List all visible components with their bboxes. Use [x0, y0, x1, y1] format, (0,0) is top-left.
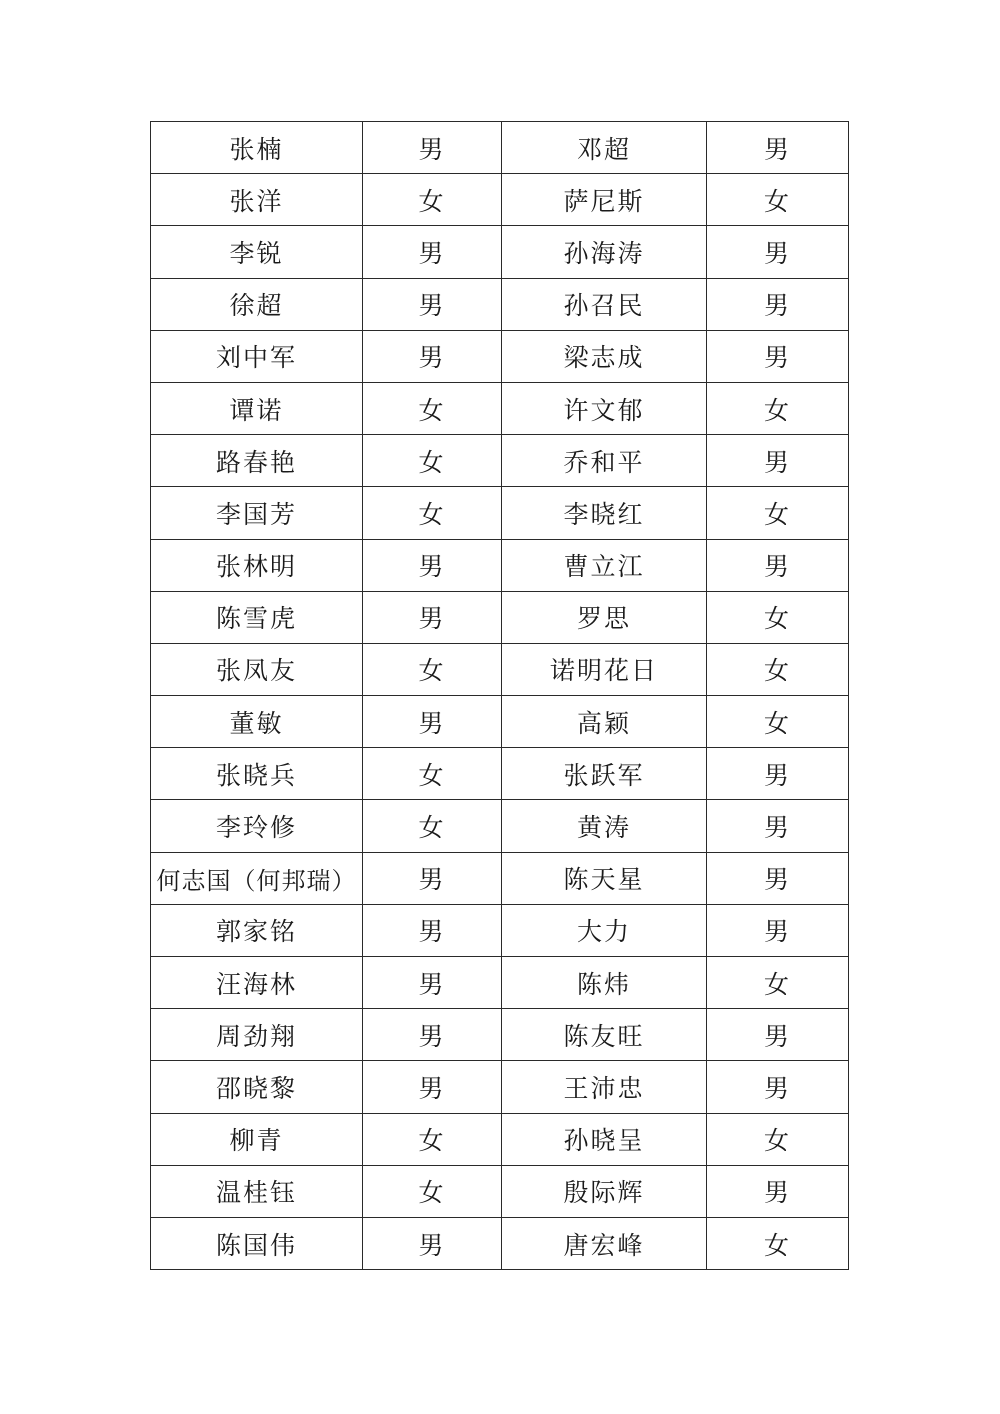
table-row — [151, 1165, 849, 1217]
name-left-cell: 陈国伟 — [151, 1217, 363, 1269]
gender-right-cell: 女 — [707, 696, 849, 748]
gender-left-cell: 女 — [363, 800, 502, 852]
gender-left-cell: 男 — [363, 1061, 502, 1113]
gender-left-cell: 女 — [363, 1165, 502, 1217]
name-right-cell: 萨尼斯 — [502, 174, 707, 226]
table-row — [151, 800, 849, 852]
gender-left-cell: 女 — [363, 1113, 502, 1165]
table-row — [151, 696, 849, 748]
name-left-cell: 周劲翔 — [151, 1009, 363, 1061]
name-left-cell: 张洋 — [151, 174, 363, 226]
name-right-cell: 李晓红 — [502, 487, 707, 539]
gender-right-cell: 男 — [707, 800, 849, 852]
table-row — [151, 1061, 849, 1113]
roster-table — [150, 121, 849, 1270]
name-left-cell: 张林明 — [151, 539, 363, 591]
name-left-cell: 李国芳 — [151, 487, 363, 539]
table-row — [151, 435, 849, 487]
name-right-cell: 梁志成 — [502, 330, 707, 382]
table-row — [151, 643, 849, 695]
name-right-cell: 殷际辉 — [502, 1165, 707, 1217]
gender-right-cell: 女 — [707, 643, 849, 695]
gender-right-cell: 男 — [707, 1009, 849, 1061]
table-row — [151, 1217, 849, 1269]
name-right-cell: 罗思 — [502, 591, 707, 643]
name-left-cell: 谭诺 — [151, 382, 363, 434]
name-right-cell: 乔和平 — [502, 435, 707, 487]
name-left-cell: 邵晓黎 — [151, 1061, 363, 1113]
gender-right-cell: 男 — [707, 435, 849, 487]
name-left-cell: 张楠 — [151, 122, 363, 174]
name-left-cell: 徐超 — [151, 278, 363, 330]
gender-right-cell: 男 — [707, 330, 849, 382]
name-right-cell: 高颖 — [502, 696, 707, 748]
gender-left-cell: 男 — [363, 330, 502, 382]
gender-left-cell: 女 — [363, 435, 502, 487]
gender-right-cell: 男 — [707, 1165, 849, 1217]
gender-right-cell: 女 — [707, 591, 849, 643]
name-left-cell: 何志国（何邦瑞） — [151, 852, 363, 904]
name-right-cell: 王沛忠 — [502, 1061, 707, 1113]
name-right-cell: 陈天星 — [502, 852, 707, 904]
name-left-cell: 温桂钰 — [151, 1165, 363, 1217]
gender-left-cell: 男 — [363, 852, 502, 904]
gender-left-cell: 女 — [363, 487, 502, 539]
name-left-cell: 柳青 — [151, 1113, 363, 1165]
gender-right-cell: 男 — [707, 1061, 849, 1113]
gender-right-cell: 男 — [707, 226, 849, 278]
gender-left-cell: 男 — [363, 696, 502, 748]
gender-left-cell: 男 — [363, 122, 502, 174]
gender-left-cell: 男 — [363, 957, 502, 1009]
gender-right-cell: 女 — [707, 174, 849, 226]
gender-right-cell: 女 — [707, 1113, 849, 1165]
gender-right-cell: 男 — [707, 904, 849, 956]
table-row — [151, 487, 849, 539]
name-right-cell: 陈友旺 — [502, 1009, 707, 1061]
name-right-cell: 唐宏峰 — [502, 1217, 707, 1269]
gender-left-cell: 男 — [363, 1217, 502, 1269]
name-right-cell: 大力 — [502, 904, 707, 956]
table-row — [151, 330, 849, 382]
name-right-cell: 孙海涛 — [502, 226, 707, 278]
table-row — [151, 226, 849, 278]
table-row — [151, 1009, 849, 1061]
gender-left-cell: 女 — [363, 174, 502, 226]
gender-left-cell: 男 — [363, 904, 502, 956]
name-right-cell: 许文郁 — [502, 382, 707, 434]
table-row — [151, 278, 849, 330]
table-row — [151, 591, 849, 643]
name-left-cell: 张晓兵 — [151, 748, 363, 800]
name-left-cell: 李玲修 — [151, 800, 363, 852]
name-right-cell: 诺明花日 — [502, 643, 707, 695]
name-left-cell: 路春艳 — [151, 435, 363, 487]
table-row — [151, 539, 849, 591]
gender-right-cell: 女 — [707, 487, 849, 539]
name-left-cell: 李锐 — [151, 226, 363, 278]
table-row — [151, 174, 849, 226]
gender-left-cell: 女 — [363, 382, 502, 434]
name-right-cell: 陈炜 — [502, 957, 707, 1009]
name-left-cell: 刘中军 — [151, 330, 363, 382]
table-row — [151, 748, 849, 800]
name-left-cell: 陈雪虎 — [151, 591, 363, 643]
gender-left-cell: 男 — [363, 539, 502, 591]
table-row — [151, 904, 849, 956]
gender-left-cell: 男 — [363, 1009, 502, 1061]
name-left-cell: 董敏 — [151, 696, 363, 748]
name-right-cell: 黄涛 — [502, 800, 707, 852]
gender-right-cell: 男 — [707, 852, 849, 904]
gender-left-cell: 男 — [363, 591, 502, 643]
name-right-cell: 曹立江 — [502, 539, 707, 591]
gender-right-cell: 女 — [707, 1217, 849, 1269]
roster-body — [151, 122, 849, 1270]
gender-left-cell: 女 — [363, 748, 502, 800]
table-row — [151, 852, 849, 904]
table-row — [151, 1113, 849, 1165]
name-left-cell: 张凤友 — [151, 643, 363, 695]
name-right-cell: 孙晓呈 — [502, 1113, 707, 1165]
gender-right-cell: 男 — [707, 748, 849, 800]
gender-right-cell: 男 — [707, 278, 849, 330]
name-right-cell: 孙召民 — [502, 278, 707, 330]
table-row — [151, 382, 849, 434]
name-right-cell: 邓超 — [502, 122, 707, 174]
gender-left-cell: 男 — [363, 278, 502, 330]
gender-right-cell: 男 — [707, 539, 849, 591]
gender-right-cell: 女 — [707, 382, 849, 434]
name-left-cell: 郭家铭 — [151, 904, 363, 956]
table-row — [151, 957, 849, 1009]
gender-left-cell: 女 — [363, 643, 502, 695]
table-row — [151, 122, 849, 174]
gender-right-cell: 男 — [707, 122, 849, 174]
name-right-cell: 张跃军 — [502, 748, 707, 800]
name-left-cell: 汪海林 — [151, 957, 363, 1009]
gender-right-cell: 女 — [707, 957, 849, 1009]
gender-left-cell: 男 — [363, 226, 502, 278]
